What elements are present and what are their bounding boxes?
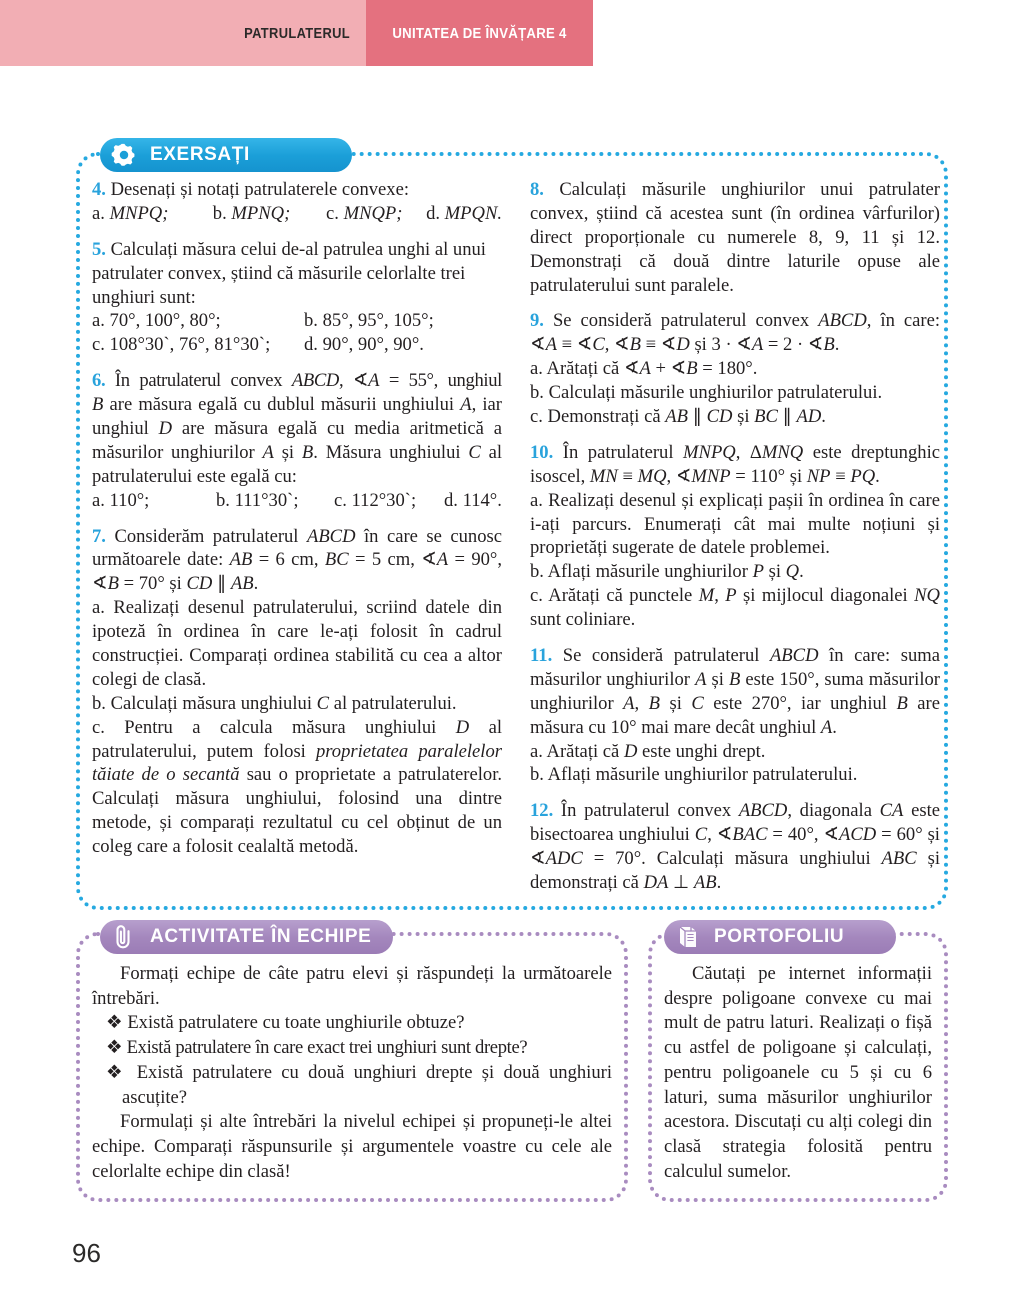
unit-title: UNITATEA DE ÎNVĂȚARE 4 bbox=[392, 24, 567, 42]
chapter-title: PATRULATERUL bbox=[244, 24, 350, 42]
exercise-5-number: 5. bbox=[92, 238, 106, 260]
team-activity-bullet-3-text: Există patrulatere cu două unghiuri drepte și două unghiuri ascuțite? bbox=[122, 1061, 612, 1108]
exercise-6-options bbox=[92, 489, 502, 513]
team-activity-bullet-2-text: Există patrulatere în care exact trei unghiuri sunt drepte? bbox=[126, 1037, 528, 1059]
team-activity-bullet-3 bbox=[92, 1061, 612, 1110]
exercises-columns bbox=[92, 178, 940, 894]
exercise-4-number: 4. bbox=[92, 179, 106, 200]
exercise-9-number: 9. bbox=[530, 310, 544, 332]
exercise-8-text: Calculați măsurile unghiurilor unui patrulater convex, știind că acestea sunt (în ordinea vârfurilor) direct proporționale cu numerele 8, 9, 11 și 12. Demonstrați că două dintre laturile opuse ale patrulaterului sunt paralele. bbox=[530, 179, 940, 296]
exercise-5-options-row2 bbox=[92, 333, 502, 357]
exercise-11-a: a. Arătați că D este unghi drept. bbox=[530, 740, 766, 762]
exercise-9-intro: 9. Se consideră patrulaterul convex ABCD, în care: ∢A ≡ ∢C, ∢B ≡ ∢D și 3 · ∢A = 2 · ∢B. bbox=[530, 310, 941, 356]
exercise-6-lead: În patrulaterul convex ABCD, ∢A = 55°, unghiul bbox=[114, 370, 502, 392]
team-activity-intro: Formați echipe de câte patru elevi și răspundeți la următoarele întrebări. bbox=[92, 963, 612, 1009]
exercise-6-option-b: b. 111°30`; bbox=[216, 489, 299, 511]
exercise-12: 12. În patrulaterul convex ABCD, diagonala CA este bisectoarea unghiului C, ∢BAC = 40°, ∢ACD = 60° și ∢ADC = 70°. Calculați măsura unghiului ABC și demonstrați că DA ⊥ AB. bbox=[530, 800, 940, 894]
exercise-6-number: 6. bbox=[92, 370, 106, 392]
team-activity-section-label: ACTIVITATE ÎN ECHIPE bbox=[150, 925, 372, 947]
exercise-11-number: 11. bbox=[530, 645, 553, 667]
portfolio-section-header bbox=[664, 920, 896, 954]
exercises-section-header bbox=[100, 138, 352, 172]
exercises-left-column bbox=[92, 178, 502, 894]
bullet-glyph: ❖ bbox=[106, 1061, 128, 1083]
exercise-4 bbox=[92, 178, 502, 226]
exercise-8 bbox=[530, 178, 940, 297]
exercise-4-option-c: c. MNQP; bbox=[326, 202, 403, 224]
exercise-5-option-d: d. 90°, 90°, 90°. bbox=[304, 334, 424, 356]
portfolio-body bbox=[664, 962, 932, 1184]
exercise-4-option-b: b. MPNQ; bbox=[212, 202, 291, 224]
exercise-7-b: b. Calculați măsura unghiului C al patrulaterului. bbox=[92, 692, 457, 714]
exercise-5-options-row1 bbox=[92, 309, 502, 333]
exercise-10-c: c. Arătați că punctele M, P și mijlocul diagonalei NQ sunt coliniare. bbox=[530, 585, 940, 631]
exercise-7 bbox=[92, 525, 502, 859]
team-activity-closing: Formulați și alte întrebări la nivelul echipei și propuneți-le altei echipe. Comparați răspunsurile și argumentele voastre cu cele ale celorlalte echipe din clasă! bbox=[92, 1111, 612, 1182]
exercise-11-b: b. Aflați măsurile unghiurilor patrulaterului. bbox=[530, 764, 858, 786]
exercise-6-line1 bbox=[92, 369, 502, 393]
exercise-8-number: 8. bbox=[530, 179, 544, 200]
exercise-9-b: b. Calculați măsurile unghiurilor patrulaterului. bbox=[530, 382, 883, 404]
exercise-4-option-d: d. MPQN. bbox=[426, 202, 502, 224]
exercise-4-option-a: a. MNPQ; bbox=[92, 202, 169, 224]
team-activity-body bbox=[92, 962, 612, 1184]
exercise-10-a: a. Realizați desenul și explicați pașii în ordinea în care i-ați parcurs. Enumerați cât mai multe noțiuni și proprietăți sugerate de datele problemei. bbox=[530, 489, 940, 559]
page-number: 96 bbox=[72, 1238, 101, 1268]
exercise-10-number: 10. bbox=[530, 441, 554, 463]
paperclip-icon bbox=[110, 923, 138, 951]
exercise-12-number: 12. bbox=[530, 800, 554, 822]
exercise-10-b: b. Aflați măsurile unghiurilor P și Q. bbox=[530, 561, 804, 583]
exercise-10 bbox=[530, 441, 940, 632]
exercise-9-c: c. Demonstrați că AB ∥ CD și BC ∥ AD. bbox=[530, 406, 826, 428]
exercise-5-text: Calculați măsura celui de-al patrulea unghi al unui patrulater convex, știind că măsurile celorlalte trei unghiuri sunt: bbox=[92, 238, 486, 308]
exercise-6-option-d: d. 114°. bbox=[444, 489, 502, 511]
portfolio-section-label: PORTOFOLIU bbox=[714, 925, 845, 947]
team-activity-section-header bbox=[100, 920, 393, 954]
exercise-11 bbox=[530, 644, 940, 787]
team-activity-bullet-1 bbox=[92, 1011, 612, 1036]
exercise-6-body: B are măsura egală cu dublul măsurii unghiului A, iar unghiul D are măsura egală cu media aritmetică a măsurilor unghiurilor A și B. Măsura unghiului C al patrulaterului este egală cu: bbox=[92, 394, 502, 487]
exercise-10-intro: 10. În patrulaterul MNPQ, ΔMNQ este dreptunghic isoscel, MN ≡ MQ, ∢MNP = 110° și NP ≡ PQ. bbox=[530, 441, 940, 487]
exercise-7-number: 7. bbox=[92, 525, 106, 547]
exercise-6 bbox=[92, 369, 502, 512]
book-icon bbox=[674, 923, 702, 951]
exercise-7-intro: 7. Considerăm patrulaterul ABCD în care se cunosc următoarele date: AB = 6 cm, BC = 5 cm, ∢A = 90°, ∢B = 70° și CD ∥ AB. bbox=[92, 525, 503, 595]
team-activity-bullet-1-text: Există patrulatere cu toate unghiurile obtuze? bbox=[127, 1012, 465, 1034]
exercise-5-option-a: a. 70°, 100°, 80°; bbox=[92, 310, 221, 332]
page-header bbox=[0, 0, 1024, 66]
exercise-7-a: a. Realizați desenul patrulaterului, scriind datele din ipoteză în ordinea în care le-ați folosit în cadrul construcției. Comparați ordinea stabilită cu cea a altor colegi de clasă. bbox=[92, 597, 502, 690]
bullet-glyph: ❖ bbox=[106, 1012, 123, 1034]
exercise-6-option-c: c. 112°30`; bbox=[334, 489, 417, 511]
bullet-glyph: ❖ bbox=[106, 1037, 123, 1059]
exercises-section-label: EXERSAȚI bbox=[150, 143, 250, 165]
exercise-9 bbox=[530, 309, 940, 428]
exercise-7-c: c. Pentru a calcula măsura unghiului D al patrulaterului, putem folosi proprietatea paralelelor tăiate de o secantă sau o proprietate a patrulaterelor. Calculați măsura unghiului, folosind una dintre metode, și comparați rezultatul cu cel obținut de un coleg care a folosit cealaltă metodă. bbox=[92, 716, 503, 858]
exercise-11-intro: 11. Se consideră patrulaterul ABCD în care: suma măsurilor unghiurilor A și B este 150°, suma măsurilor unghiurilor A, B și C este 270°, iar unghiul B are măsura cu 10° mai mare decât unghiul A. bbox=[530, 645, 940, 738]
exercise-5 bbox=[92, 238, 502, 357]
exercise-4-text: Desenați și notați patrulaterele convexe: bbox=[110, 179, 410, 200]
exercise-9-a: a. Arătați că ∢A + ∢B = 180°. bbox=[530, 358, 758, 380]
gear-icon bbox=[110, 141, 138, 169]
exercises-right-column bbox=[530, 178, 940, 894]
exercise-4-options bbox=[92, 202, 502, 226]
exercise-6-option-a: a. 110°; bbox=[92, 489, 150, 511]
team-activity-bullet-2 bbox=[92, 1036, 612, 1061]
exercise-5-option-b: b. 85°, 95°, 105°; bbox=[304, 310, 434, 332]
exercise-5-option-c: c. 108°30`, 76°, 81°30`; bbox=[92, 334, 271, 356]
portfolio-text: Căutați pe internet informații despre poligoane convexe cu mai mult de patru laturi. Realizați o fișă cu astfel de poligoane și calculați, pentru poligoanele cu 5 și cu 6 laturi, suma măsurilor unghiurilor acestora. Discutați cu alți colegi din clasă strategia folosită pentru calculul sumelor. bbox=[664, 963, 932, 1182]
